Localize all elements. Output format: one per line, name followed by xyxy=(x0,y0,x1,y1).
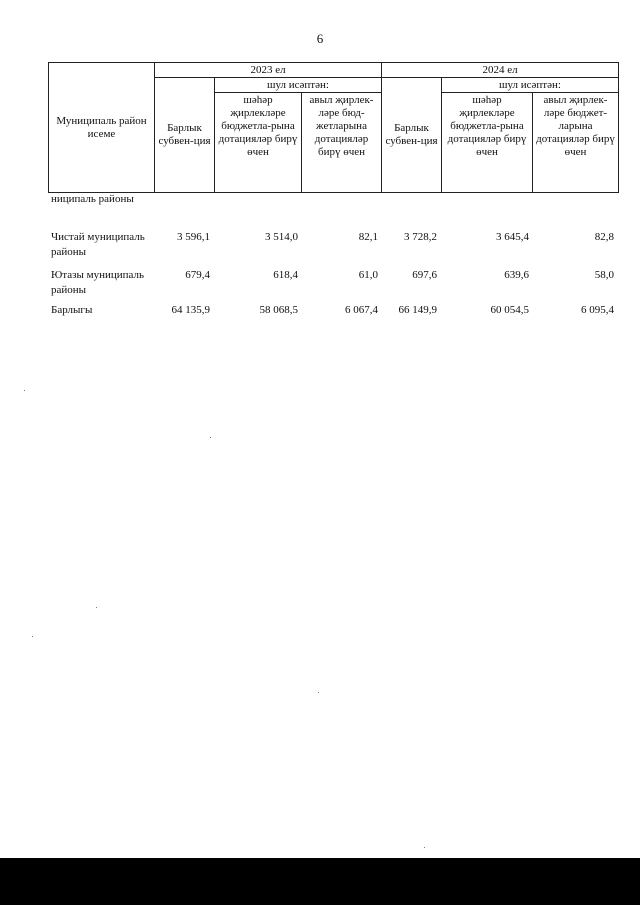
header-of-which-2024: шул исәптән: xyxy=(442,78,619,93)
cell-total-2024: 3 728,2 xyxy=(404,231,437,243)
cell-rural-2023: 6 067,4 xyxy=(345,304,378,316)
row-name: Ютазы муниципаль районы xyxy=(51,269,144,296)
header-year-2023: 2023 ел xyxy=(155,63,382,78)
cell-rural-2024: 82,8 xyxy=(594,231,614,243)
header-district-name: Муниципаль район исеме xyxy=(49,63,155,193)
header-year-2024: 2024 ел xyxy=(382,63,619,78)
cell-urban-2024: 3 645,4 xyxy=(496,231,529,243)
cell-urban-2024: 639,6 xyxy=(504,269,529,281)
cell-urban-2023: 618,4 xyxy=(273,269,298,281)
header-total-2023: Барлык субвен-ция xyxy=(155,78,215,193)
cell-urban-2024: 60 054,5 xyxy=(490,304,529,316)
header-of-which-2023: шул исәптән: xyxy=(215,78,382,93)
scan-speck xyxy=(318,692,319,693)
cell-total-2023: 679,4 xyxy=(185,269,210,281)
table-header xyxy=(48,62,619,193)
cell-rural-2023: 82,1 xyxy=(358,231,378,243)
cell-urban-2023: 3 514,0 xyxy=(265,231,298,243)
row-name: Чистай муниципаль районы xyxy=(51,231,145,258)
page-number: 6 xyxy=(316,31,324,46)
cell-rural-2024: 58,0 xyxy=(594,269,614,281)
cell-total-2023: 3 596,1 xyxy=(177,231,210,243)
row-name: ниципаль районы xyxy=(51,193,134,205)
scan-bottom-border xyxy=(0,858,640,905)
row-name: Барлыгы xyxy=(51,304,93,316)
header-total-2024: Барлык субвен-ция xyxy=(382,78,442,193)
scan-speck xyxy=(32,636,33,637)
cell-urban-2023: 58 068,5 xyxy=(259,304,298,316)
scan-speck xyxy=(210,437,211,438)
scan-speck xyxy=(96,607,97,608)
cell-rural-2024: 6 095,4 xyxy=(581,304,614,316)
header-urban-2023: шәһәр җирлекләре бюджетла-рына дотацияләр бирү өчен xyxy=(215,93,302,193)
header-rural-2023: авыл җирлек-ләре бюд-жетларына дотацияләр бирү өчен xyxy=(302,93,382,193)
scan-speck xyxy=(24,390,25,391)
header-urban-2024: шәһәр җирлекләре бюджетла-рына дотацияләр бирү өчен xyxy=(442,93,533,193)
cell-total-2023: 64 135,9 xyxy=(171,304,210,316)
cell-total-2024: 697,6 xyxy=(412,269,437,281)
cell-rural-2023: 61,0 xyxy=(358,269,378,281)
header-rural-2024: авыл җирлек-ләре бюджет-ларына дотацияләр бирү өчен xyxy=(533,93,619,193)
cell-total-2024: 66 149,9 xyxy=(398,304,437,316)
scan-speck xyxy=(424,847,425,848)
